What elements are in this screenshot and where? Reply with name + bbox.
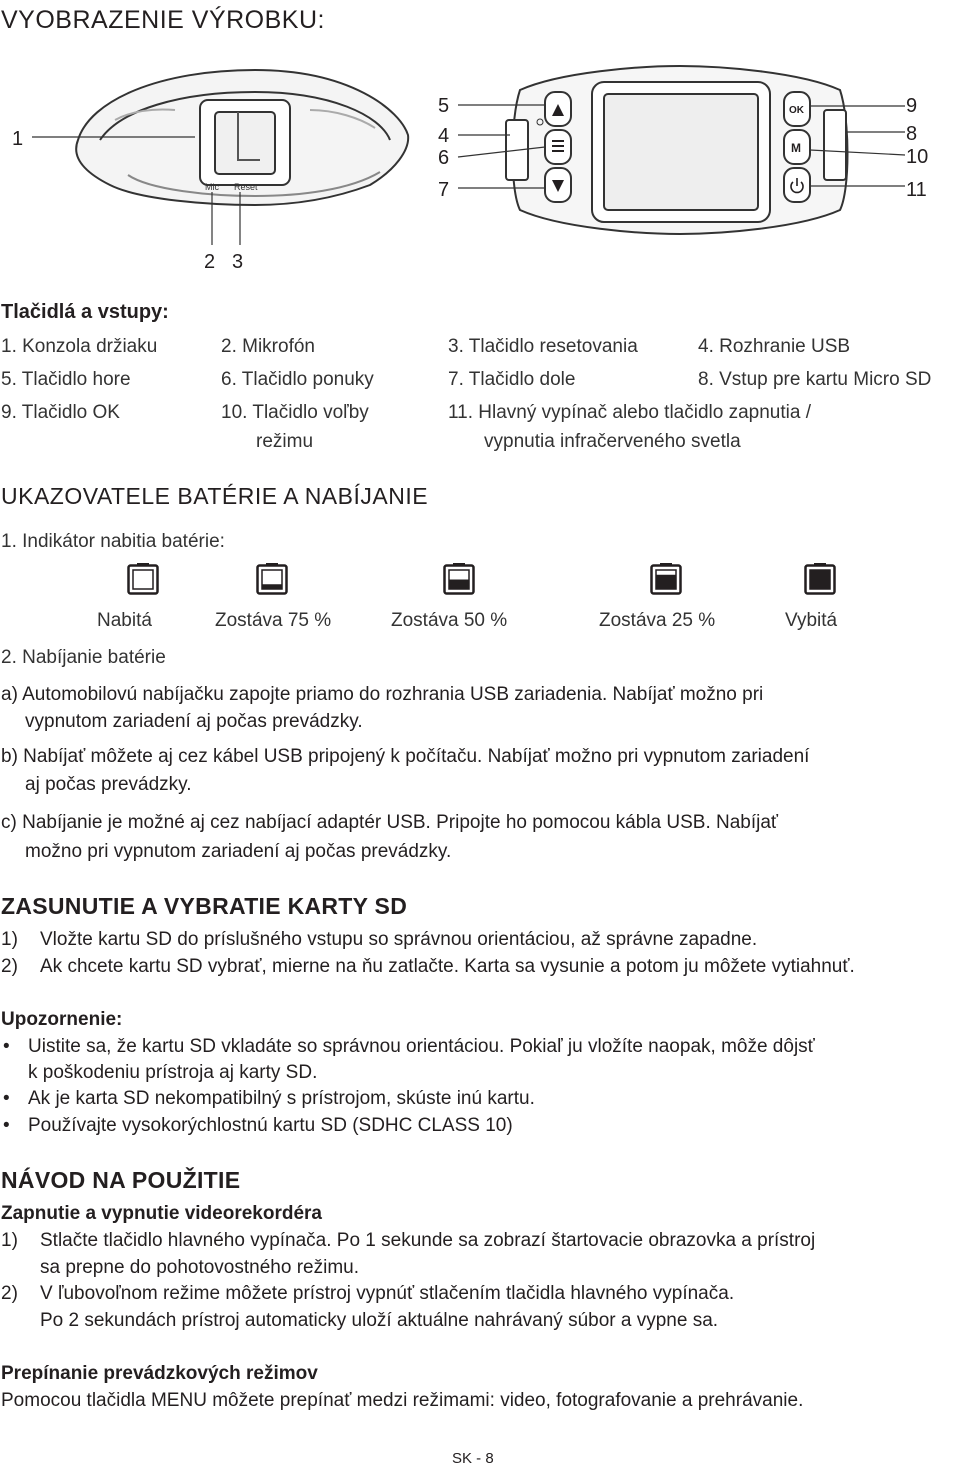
mode-text: Pomocou tlačidla MENU môžete prepínať medzi režimami: video, fotografovanie a prehrávanie. (1, 1390, 804, 1411)
callout-6: 6 (438, 147, 450, 169)
callout-11: 11 (906, 179, 927, 201)
usage-item-line: Stlačte tlačidlo hlavného vypínača. Po 1 sekunde sa zobrazí štartovacie obrazovka a prístroj (40, 1230, 816, 1251)
battery-fill (810, 570, 830, 589)
control-item: 7. Tlačidlo dole (448, 369, 576, 390)
control-item: 3. Tlačidlo resetovania (448, 336, 638, 357)
control-item: 6. Tlačidlo ponuky (221, 369, 374, 390)
charging-line: a) Automobilovú nabíjačku zapojte priamo do rozhrania USB zariadenia. Nabíjať možno pri (1, 684, 764, 705)
battery-level-label: Zostáva 75 % (215, 610, 332, 631)
battery-level-label: Nabitá (97, 610, 152, 631)
callout-2: 2 (204, 251, 216, 273)
battery-icon (256, 563, 288, 600)
sd-item-text: Vložte kartu SD do príslušného vstupu so správnou orientáciou, až správne zapadne. (40, 929, 758, 950)
battery-icon (127, 563, 159, 600)
battery-fill (262, 584, 282, 589)
reset-label: Reset (234, 182, 258, 192)
ok-label: OK (789, 105, 804, 116)
sd-heading: ZASUNUTIE A VYBRATIE KARTY SD (1, 893, 408, 919)
control-item: 9. Tlačidlo OK (1, 402, 120, 423)
warning-line: k poškodeniu prístroja aj karty SD. (28, 1062, 318, 1083)
battery-icon (443, 563, 475, 600)
battery-fill (656, 575, 676, 589)
battery-heading: UKAZOVATELE BATÉRIE A NABÍJANIE (1, 483, 429, 509)
charging-line: vypnutom zariadení aj počas prevádzky. (25, 711, 363, 732)
usage-subheading: Prepínanie prevádzkových režimov (1, 1363, 318, 1384)
usage-heading: NÁVOD NA POUŽITIE (1, 1167, 241, 1193)
warning-heading: Upozornenie: (1, 1009, 123, 1030)
product-figure (0, 60, 960, 275)
control-item: 4. Rozhranie USB (698, 336, 851, 357)
callout-5: 5 (438, 95, 450, 117)
charging-line: b) Nabíjať môžete aj cez kábel USB pripojený k počítaču. Nabíjať možno pri vypnutom zariadení (1, 746, 810, 767)
control-item: vypnutia infračerveného svetla (484, 431, 741, 452)
battery-fill (449, 580, 469, 590)
callout-7: 7 (438, 179, 450, 201)
callout-4: 4 (438, 125, 450, 147)
warning-line: Používajte vysokorýchlostnú kartu SD (SDHC CLASS 10) (28, 1115, 513, 1136)
page-title: VYOBRAZENIE VÝROBKU: (1, 6, 325, 34)
warning-line: Uistite sa, že kartu SD vkladáte so správnou orientáciou. Pokiaľ ju vložíte naopak, môže dôjsť (28, 1036, 815, 1057)
control-item: 1. Konzola držiaku (1, 336, 158, 357)
control-item: 11. Hlavný vypínač alebo tlačidlo zapnutia / (448, 402, 811, 423)
charging-line: možno pri vypnutom zariadení aj počas prevádzky. (25, 841, 452, 862)
usage-item-num: 2) (1, 1283, 18, 1304)
sd-item-text: Ak chcete kartu SD vybrať, mierne na ňu zatlačte. Karta sa vysunie a potom ju môžete vytiahnuť. (40, 956, 855, 977)
page-number: SK - 8 (452, 1450, 494, 1467)
control-item: 5. Tlačidlo hore (1, 369, 131, 390)
control-item: 8. Vstup pre kartu Micro SD (698, 369, 932, 390)
m-label: M (791, 141, 801, 155)
battery-icon (650, 563, 682, 600)
charging-line: c) Nabíjanie je možné aj cez nabíjací adaptér USB. Pripojte ho pomocou kábla USB. Nabíjať (1, 812, 779, 833)
battery-icon (804, 563, 836, 600)
usage-item-num: 1) (1, 1230, 18, 1251)
battery-indicator-label: 1. Indikátor nabitia batérie: (1, 531, 225, 552)
battery-level-label: Zostáva 25 % (599, 610, 716, 631)
callout-10: 10 (906, 146, 929, 168)
controls-heading: Tlačidlá a vstupy: (1, 301, 169, 323)
sd-item-num: 2) (1, 956, 18, 977)
charging-line: aj počas prevádzky. (25, 774, 192, 795)
battery-level-label: Zostáva 50 % (391, 610, 508, 631)
charging-label: 2. Nabíjanie batérie (1, 647, 166, 668)
bullet: • (3, 1115, 10, 1136)
callout-9: 9 (906, 95, 918, 117)
battery-level-label: Vybitá (785, 610, 838, 631)
mic-label: Mic (205, 182, 219, 192)
callout-3: 3 (232, 251, 244, 273)
warning-line: Ak je karta SD nekompatibilný s prístrojom, skúste inú kartu. (28, 1088, 535, 1109)
bullet: • (3, 1036, 10, 1057)
usage-subheading: Zapnutie a vypnutie videorekordéra (1, 1203, 322, 1224)
usage-item-line: sa prepne do pohotovostného režimu. (40, 1257, 359, 1278)
bullet: • (3, 1088, 10, 1109)
callout-1: 1 (12, 128, 24, 150)
control-item: 10. Tlačidlo voľby (221, 402, 369, 423)
callout-8: 8 (906, 123, 918, 145)
sd-item-num: 1) (1, 929, 18, 950)
menu-icon (552, 140, 564, 152)
usage-item-line: Po 2 sekundách prístroj automaticky uloží aktuálne nahrávaný súbor a vypne sa. (40, 1310, 719, 1331)
usage-item-line: V ľubovoľnom režime môžete prístroj vypnúť stlačením tlačidla hlavného vypínača. (40, 1283, 735, 1304)
control-item: 2. Mikrofón (221, 336, 315, 357)
control-item: režimu (256, 431, 314, 452)
